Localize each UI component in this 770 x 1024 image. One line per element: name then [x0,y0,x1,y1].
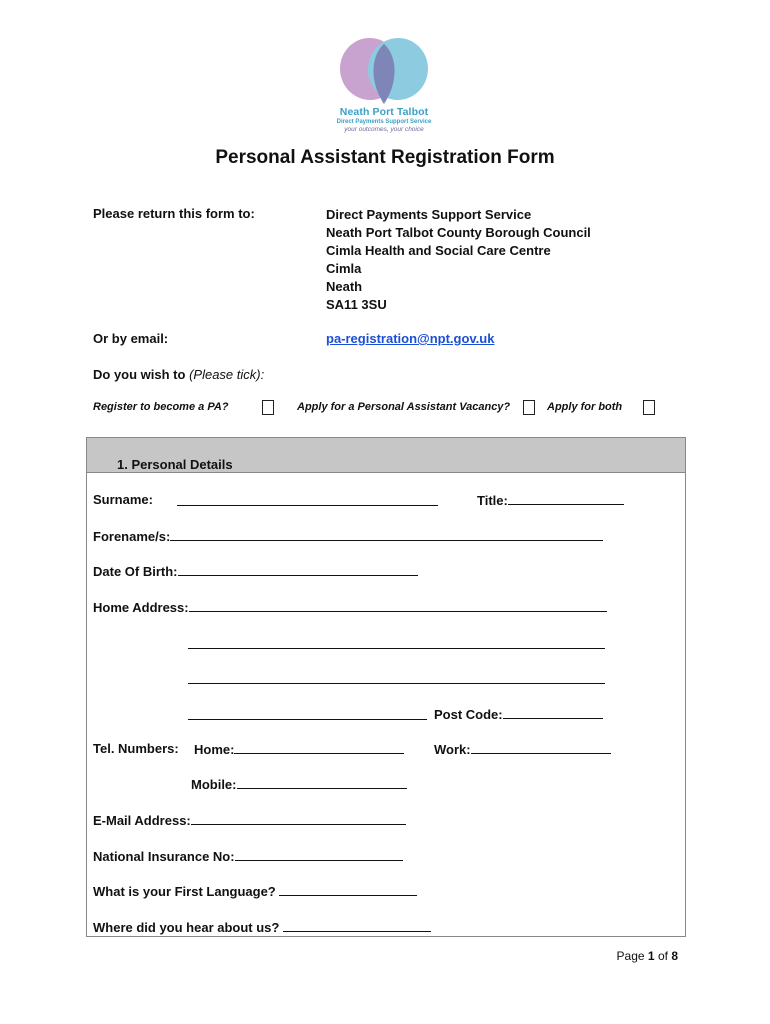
home-address-field-line-3[interactable] [188,671,605,684]
surname-row [93,492,153,507]
of-word: of [657,949,668,963]
home-address-field-line-1[interactable] [189,599,607,612]
ni-row [93,848,403,864]
home-address-field-line-2[interactable] [188,636,605,649]
logo-tagline: your outcomes, your choice [344,126,424,133]
dob-row [93,563,418,579]
email-address-field[interactable] [191,812,406,825]
work-phone-row [434,741,611,757]
section-header [87,438,685,473]
home-phone-label: Home: [194,742,235,757]
home-address-field-line-4[interactable] [188,707,427,720]
address-line: Neath Port Talbot County Borough Council [326,225,591,240]
work-phone-label: Work: [434,742,471,757]
work-phone-field[interactable] [471,741,611,754]
return-address [326,206,591,314]
email-link[interactable]: pa-registration@npt.gov.uk [326,331,495,346]
home-phone-field[interactable] [234,741,404,754]
section-title: 1. Personal Details [117,457,233,472]
option-vacancy-label: Apply for a Personal Assistant Vacancy? [297,401,511,413]
dob-field[interactable] [178,563,418,576]
page-number [617,949,678,963]
forename-label: Forename/s: [93,529,171,544]
first-language-label: What is your First Language? [93,884,276,899]
email-address-label: E-Mail Address: [93,813,191,828]
option-register-checkbox[interactable] [262,400,274,415]
option-register-label: Register to become a PA? [93,401,229,413]
title-label: Title: [477,493,508,508]
heard-label: Where did you hear about us? [93,920,280,935]
return-label: Please return this form to: [93,206,255,221]
surname-label: Surname: [93,492,153,507]
address-line: Cimla Health and Social Care Centre [326,243,551,258]
option-both-checkbox[interactable] [643,400,655,415]
page-word: Page [616,949,645,963]
email-address-row [93,812,406,828]
post-code-field[interactable] [503,706,603,719]
post-code-label: Post Code: [434,707,503,722]
surname-field[interactable] [177,493,438,506]
email-label: Or by email: [93,331,169,346]
mobile-row [191,776,407,792]
post-code-row [434,706,603,722]
forename-row [93,528,603,544]
title-row [477,492,624,508]
logo-org-name: Neath Port Talbot [339,106,429,118]
first-language-row [93,883,417,899]
address-line: Cimla [326,261,362,276]
option-both-label: Apply for both [547,401,623,413]
mobile-label: Mobile: [191,777,237,792]
wish-hint: (Please tick): [189,367,265,382]
wish-question [93,367,264,382]
total-pages: 8 [671,949,678,963]
option-vacancy-checkbox[interactable] [523,400,535,415]
logo-service-name: Direct Payments Support Service [336,119,432,125]
forename-field[interactable] [170,528,603,541]
tel-label: Tel. Numbers: [93,741,179,756]
mobile-field[interactable] [237,776,407,789]
current-page: 1 [647,949,655,963]
address-line: SA11 3SU [326,297,387,312]
home-address-row [93,599,607,615]
address-line: Neath [326,279,363,294]
logo-petals-graphic [334,36,434,106]
form-title: Personal Assistant Registration Form [215,147,555,168]
tel-row [93,741,179,756]
home-address-label: Home Address: [93,600,189,615]
dob-label: Date Of Birth: [93,564,178,579]
title-field[interactable] [508,492,624,505]
address-line: Direct Payments Support Service [326,207,532,222]
home-phone-row [194,741,404,757]
organisation-logo [334,36,434,106]
first-language-field[interactable] [279,883,417,896]
ni-label: National Insurance No: [93,849,235,864]
heard-row [93,919,431,935]
wish-label: Do you wish to [93,367,186,382]
heard-field[interactable] [283,919,431,932]
ni-field[interactable] [235,848,403,861]
